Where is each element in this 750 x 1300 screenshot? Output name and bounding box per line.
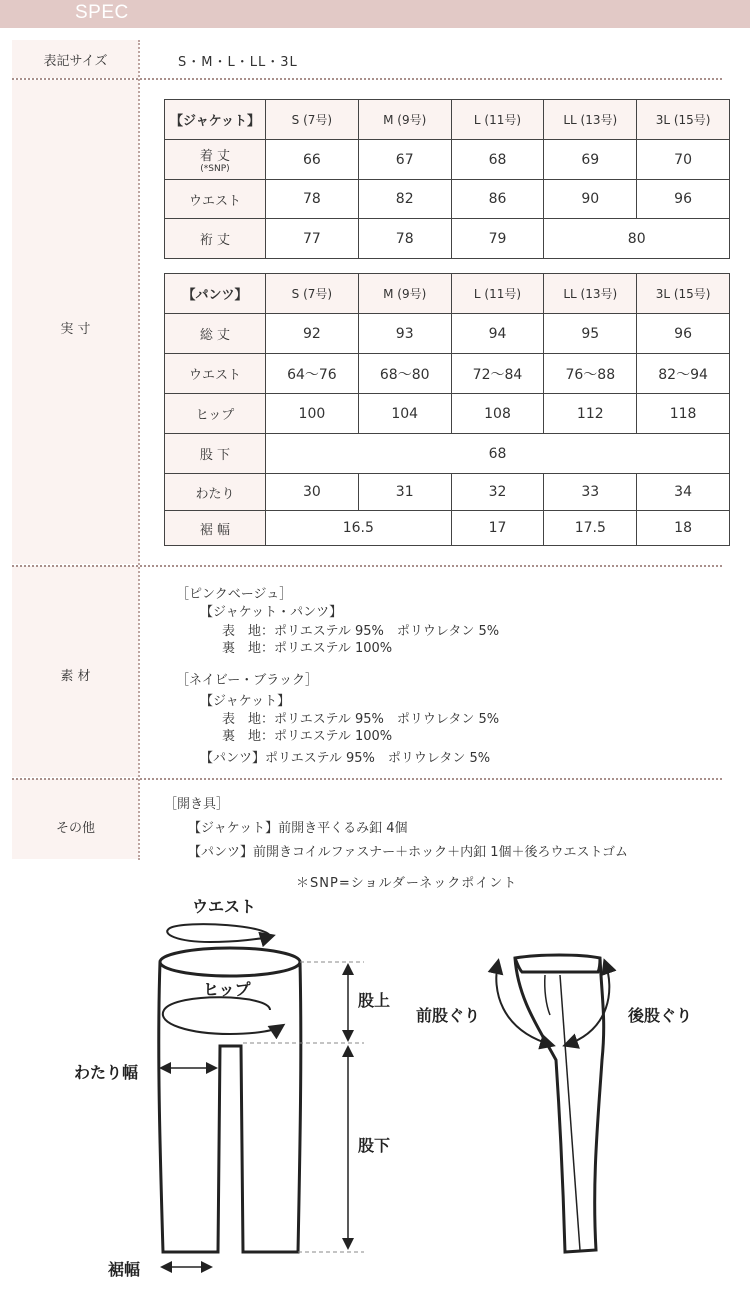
- vertical-divider: [138, 40, 140, 860]
- cell: 93: [358, 314, 451, 354]
- row-label-thigh: わたり: [165, 474, 266, 511]
- divider-1: [12, 78, 722, 80]
- cell: 32: [451, 474, 544, 511]
- material-pink-lining: 裏 地：ポリエステル 100%: [222, 641, 393, 656]
- jacket-size-table: [164, 99, 730, 259]
- table-row: [165, 434, 730, 474]
- label-measure: 実 寸: [60, 322, 91, 337]
- material-navy-lining: 裏 地：ポリエステル 100%: [222, 729, 393, 744]
- material-pink-outer: 表 地：ポリエステル 95% ポリウレタン 5%: [222, 624, 500, 639]
- cell: 79: [451, 219, 544, 259]
- inseam-label: 股下: [358, 1136, 391, 1155]
- cell: 68: [451, 140, 544, 180]
- cell: 94: [451, 314, 544, 354]
- guide-lines: [243, 962, 364, 1252]
- other-jacket: 【ジャケット】前開き平くるみ釦 4個: [188, 821, 408, 836]
- divider-3: [12, 778, 722, 780]
- cell: 17: [451, 511, 544, 546]
- table-row: [165, 394, 730, 434]
- col-header: 3L (15号): [637, 274, 730, 314]
- col-header: S (7号): [266, 274, 359, 314]
- row-label-text: 着 丈: [199, 149, 231, 164]
- cell: 31: [358, 474, 451, 511]
- cell: 64～76: [266, 354, 359, 394]
- row-label-sub: (*SNP): [200, 164, 230, 174]
- col-header: LL (13号): [544, 100, 637, 140]
- cell: 18: [637, 511, 730, 546]
- col-header: 3L (15号): [637, 100, 730, 140]
- label-material: 素 材: [60, 669, 91, 684]
- back-rise-arrow-icon: [566, 962, 609, 1045]
- row-label-hem: 裾 幅: [165, 511, 266, 546]
- col-header: S (7号): [266, 100, 359, 140]
- side-pants-icon: [515, 955, 604, 1252]
- divider-2: [12, 565, 722, 567]
- table-row: [165, 474, 730, 511]
- col-header: L (11号): [451, 274, 544, 314]
- size-list: S・M・L・LL・3L: [178, 55, 298, 70]
- cell: 68～80: [358, 354, 451, 394]
- material-navy-title: ［ネイビー・ブラック］: [176, 673, 318, 688]
- cell: 92: [266, 314, 359, 354]
- col-header: M (9号): [358, 100, 451, 140]
- cell: 66: [266, 140, 359, 180]
- table-row: [165, 219, 730, 259]
- cell: 100: [266, 394, 359, 434]
- row-label-waist: ウエスト: [165, 354, 266, 394]
- row-label-total: 総 丈: [165, 314, 266, 354]
- rise-label: 股上: [358, 991, 391, 1010]
- spec-title: SPEC: [75, 2, 129, 23]
- cell: 30: [266, 474, 359, 511]
- cell: 70: [637, 140, 730, 180]
- cell: 112: [544, 394, 637, 434]
- cell-merged: 16.5: [266, 511, 452, 546]
- row-label-waist: ウエスト: [165, 180, 266, 219]
- cell: 76～88: [544, 354, 637, 394]
- col-header: M (9号): [358, 274, 451, 314]
- pants-size-table: [164, 273, 730, 546]
- waist-label: ウエスト: [192, 897, 257, 916]
- table-row: [165, 511, 730, 546]
- table-row: [165, 140, 730, 180]
- material-navy-pants: 【パンツ】ポリエステル 95% ポリウレタン 5%: [200, 751, 491, 766]
- label-other: その他: [55, 821, 95, 836]
- cell: 72～84: [451, 354, 544, 394]
- material-navy-outer: 表 地：ポリエステル 95% ポリウレタン 5%: [222, 712, 500, 727]
- table-row: [165, 180, 730, 219]
- cell: 118: [637, 394, 730, 434]
- spec-header: [0, 0, 750, 28]
- material-navy-jacket: 【ジャケット】: [200, 694, 291, 709]
- hip-arrow-icon: [163, 997, 282, 1034]
- cell: 17.5: [544, 511, 637, 546]
- col-header: LL (13号): [544, 274, 637, 314]
- cell: 34: [637, 474, 730, 511]
- hip-label: ヒップ: [203, 980, 251, 999]
- thigh-label: わたり幅: [74, 1063, 139, 1082]
- row-label-sleeve: 裄 丈: [165, 219, 266, 259]
- cell: 95: [544, 314, 637, 354]
- cell: 33: [544, 474, 637, 511]
- back-rise-label: 後股ぐり: [628, 1006, 693, 1025]
- table-row: [165, 314, 730, 354]
- cell: 67: [358, 140, 451, 180]
- cell-merged: 68: [266, 434, 730, 474]
- label-size: 表記サイズ: [43, 54, 108, 69]
- table-row: [165, 354, 730, 394]
- front-rise-label: 前股ぐり: [416, 1006, 481, 1025]
- jacket-corner: 【ジャケット】: [165, 100, 266, 140]
- pants-corner: 【パンツ】: [165, 274, 266, 314]
- cell: 78: [358, 219, 451, 259]
- waist-arrow-icon: [167, 924, 272, 942]
- row-label-length: [165, 140, 266, 180]
- cell: 108: [451, 394, 544, 434]
- cell: 96: [637, 180, 730, 219]
- other-title: ［開き具］: [164, 797, 230, 812]
- cell: 82: [358, 180, 451, 219]
- other-pants: 【パンツ】前開きコイルファスナー＋ホック＋内釦 1個＋後ろウエストゴム: [188, 845, 628, 860]
- snp-note: ＊SNP=ショルダーネックポイント: [296, 876, 518, 891]
- hem-label: 裾幅: [108, 1260, 141, 1279]
- cell: 96: [637, 314, 730, 354]
- material-pink-title: ［ピンクベージュ］: [176, 587, 293, 602]
- cell: 69: [544, 140, 637, 180]
- cell: 82～94: [637, 354, 730, 394]
- material-pink-sub: 【ジャケット・パンツ】: [200, 605, 343, 620]
- row-label-inseam: 股 下: [165, 434, 266, 474]
- cell: 90: [544, 180, 637, 219]
- cell: 77: [266, 219, 359, 259]
- cell-merged: 80: [544, 219, 730, 259]
- cell: 86: [451, 180, 544, 219]
- col-header: L (11号): [451, 100, 544, 140]
- cell: 78: [266, 180, 359, 219]
- row-label-hip: ヒップ: [165, 394, 266, 434]
- cell: 104: [358, 394, 451, 434]
- front-rise-arrow-icon: [496, 962, 552, 1045]
